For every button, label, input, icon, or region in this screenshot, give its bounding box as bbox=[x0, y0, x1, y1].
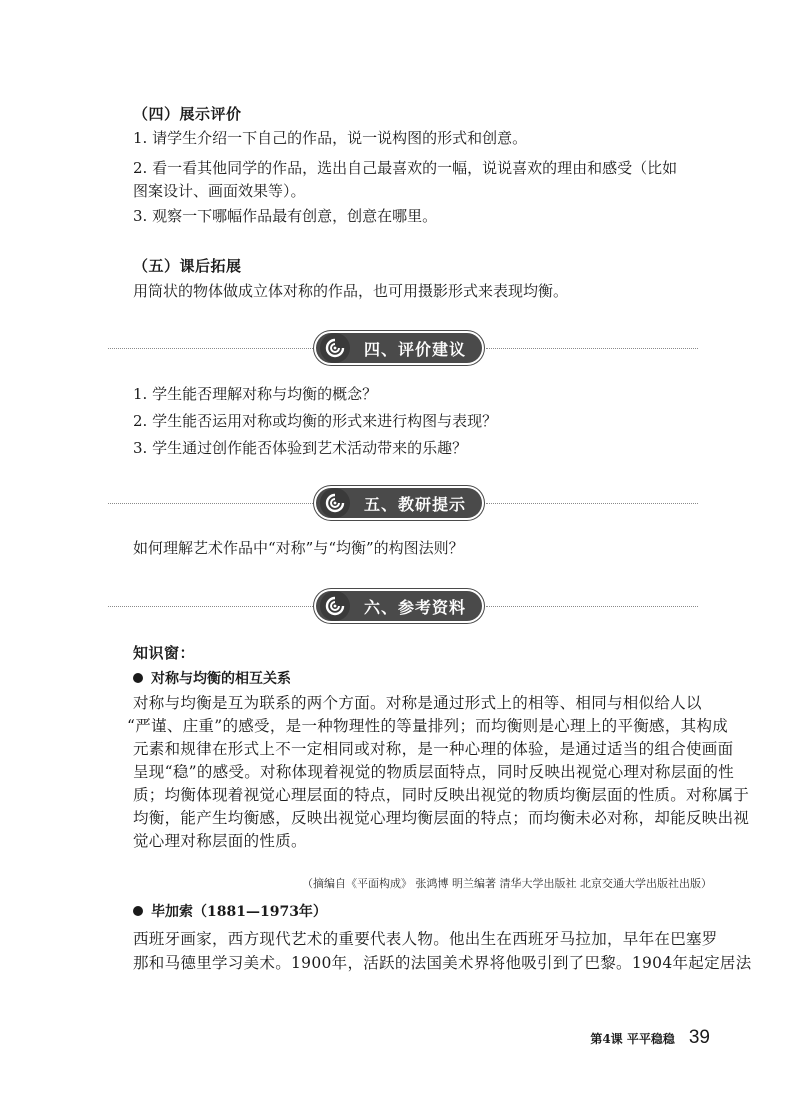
bullet-icon bbox=[133, 673, 143, 683]
research-question: 如何理解艺术作品中“对称”与“均衡”的构图法则？ bbox=[133, 539, 464, 557]
banner-label: 四、评价建议 bbox=[364, 339, 467, 359]
dotted-divider bbox=[486, 606, 698, 607]
list-item: 1. 请学生介绍一下自己的作品，说一说构图的形式和创意。 bbox=[133, 129, 528, 147]
swirl-icon bbox=[320, 488, 350, 518]
topic-title-text: 毕加索（1881—1973年） bbox=[151, 904, 327, 920]
citation: （摘编自《平面构成》 张鸿博 明兰编著 清华大学出版社 北京交通大学出版社出版） bbox=[302, 877, 712, 890]
swirl-icon bbox=[320, 591, 350, 621]
paragraph-line: 对称与均衡是互为联系的两个方面。对称是通过形式上的相等、相同与相似给人以 bbox=[133, 694, 702, 712]
paragraph-line: 质；均衡体现着视觉心理层面的特点，同时反映出视觉的物质均衡层面的性质。对称属于 bbox=[133, 786, 750, 804]
banner-pill bbox=[316, 591, 482, 621]
paragraph-line: 那和马德里学习美术。1900年，活跃的法国美术界将他吸引到了巴黎。1904年起定居法 bbox=[133, 954, 752, 972]
paragraph-line: 觉心理对称层面的性质。 bbox=[133, 832, 307, 850]
list-item: 3. 观察一下哪幅作品最有创意，创意在哪里。 bbox=[133, 207, 438, 225]
bullet-icon bbox=[133, 906, 143, 916]
dotted-divider bbox=[108, 503, 313, 504]
page-number: 39 bbox=[688, 1027, 710, 1048]
topic-title bbox=[133, 901, 327, 921]
list-item: 1. 学生能否理解对称与均衡的概念？ bbox=[133, 385, 378, 403]
paragraph-line: “严谨、庄重”的感受，是一种物理性的等量排列；而均衡则是心理上的平衡感，其构成 bbox=[127, 717, 729, 735]
banner-label: 五、教研提示 bbox=[364, 494, 467, 514]
dotted-divider bbox=[486, 503, 698, 504]
banner-pill bbox=[316, 488, 482, 518]
dotted-divider bbox=[108, 606, 313, 607]
list-item: 2. 看一看其他同学的作品，选出自己最喜欢的一幅，说说喜欢的理由和感受（比如 bbox=[133, 159, 678, 177]
paragraph-line: 呈现“稳”的感受。对称体现着视觉的物质层面特点，同时反映出视觉心理对称层面的性 bbox=[133, 763, 735, 781]
dotted-divider bbox=[108, 348, 313, 349]
extension-text: 用筒状的物体做成立体对称的作品，也可用摄影形式来表现均衡。 bbox=[133, 282, 569, 300]
lesson-title: 第4课 平平稳稳 bbox=[590, 1032, 675, 1046]
list-item: 3. 学生通过创作能否体验到艺术活动带来的乐趣？ bbox=[133, 439, 468, 457]
banner-evaluation bbox=[108, 333, 698, 365]
page-footer bbox=[590, 1027, 710, 1049]
topic-title-text: 对称与均衡的相互关系 bbox=[151, 671, 291, 687]
paragraph-line: 均衡，能产生均衡感，反映出视觉心理均衡层面的特点；而均衡未必对称，却能反映出视 bbox=[133, 809, 750, 827]
list-item-continuation: 图案设计、画面效果等）。 bbox=[133, 182, 306, 200]
swirl-icon bbox=[320, 333, 350, 363]
section-heading-showcase: （四）展示评价 bbox=[133, 105, 242, 123]
section-heading-extension: （五）课后拓展 bbox=[133, 257, 242, 275]
dotted-divider bbox=[486, 348, 698, 349]
banner-label: 六、参考资料 bbox=[364, 597, 467, 617]
list-item: 2. 学生能否运用对称或均衡的形式来进行构图与表现？ bbox=[133, 412, 498, 430]
knowledge-window-label: 知识窗： bbox=[133, 644, 196, 662]
topic-title bbox=[133, 668, 291, 688]
banner-research bbox=[108, 488, 698, 520]
banner-pill bbox=[316, 333, 482, 363]
paragraph-line: 西班牙画家，西方现代艺术的重要代表人物。他出生在西班牙马拉加，早年在巴塞罗 bbox=[133, 930, 718, 948]
paragraph-line: 元素和规律在形式上不一定相同或对称，是一种心理的体验，是通过适当的组合使画面 bbox=[133, 740, 734, 758]
banner-reference bbox=[108, 591, 698, 623]
